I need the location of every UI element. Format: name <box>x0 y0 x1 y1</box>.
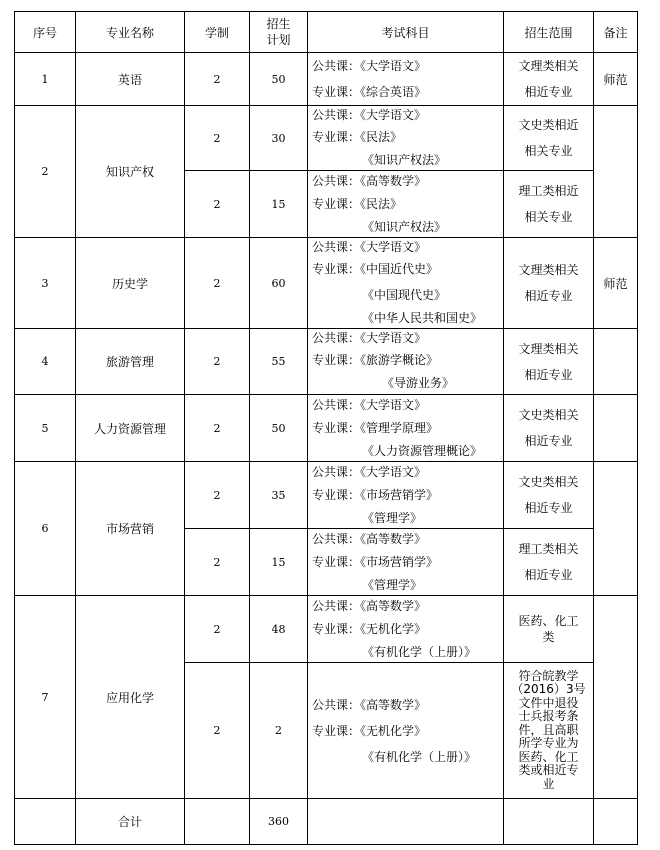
scope-line: 相近专业 <box>524 501 573 515</box>
years-cell: 2 <box>185 462 250 529</box>
seq-cell: 5 <box>15 395 76 462</box>
public-course: 《大学语文》 <box>360 398 427 412</box>
public-course: 《大学语文》 <box>360 465 427 479</box>
public-label: 公共课： <box>312 599 361 613</box>
major-cell: 应用化学 <box>76 596 185 799</box>
subjects-cell <box>308 529 504 596</box>
years-cell: 2 <box>185 596 250 663</box>
table-row <box>15 106 638 171</box>
scope-line: 类或相近专 <box>518 763 579 778</box>
seq-cell: 4 <box>15 329 76 395</box>
public-label: 公共课： <box>312 398 361 412</box>
major-label: 专业课： <box>312 555 361 569</box>
scope-cell <box>504 529 594 596</box>
header-remark: 备注 <box>594 12 638 53</box>
major-course: 《市场营销学》 <box>360 488 439 502</box>
years-cell: 2 <box>185 171 250 238</box>
major-label: 专业课： <box>312 353 361 367</box>
remark-cell: 师范 <box>594 238 638 329</box>
public-label: 公共课： <box>312 240 361 254</box>
seq-cell: 2 <box>15 106 76 238</box>
major-course: 《旅游学概论》 <box>360 353 439 367</box>
subjects-cell <box>308 395 504 462</box>
scope-line: 相关专业 <box>524 210 573 224</box>
public-course: 《高等数学》 <box>360 174 427 188</box>
public-label: 公共课： <box>312 174 361 188</box>
scope-line: 医药、化工 <box>518 614 579 628</box>
major-course: 《有机化学（上册）》 <box>362 749 477 764</box>
years-cell: 2 <box>185 329 250 395</box>
remark-cell <box>594 106 638 238</box>
plan-cell: 48 <box>250 596 308 663</box>
public-course: 《大学语文》 <box>360 331 427 345</box>
table-row <box>15 462 638 529</box>
major-course: 《民法》 <box>360 197 403 211</box>
total-plan: 360 <box>250 799 308 845</box>
scope-cell <box>504 238 594 329</box>
public-course: 《大学语文》 <box>360 59 427 73</box>
major-label: 专业课： <box>312 130 361 144</box>
major-label: 专业课： <box>312 723 361 738</box>
header-plan-line2: 计划 <box>266 33 291 47</box>
public-label: 公共课： <box>312 331 361 345</box>
scope-cell <box>504 663 594 799</box>
major-cell: 旅游管理 <box>76 329 185 395</box>
header-plan <box>250 12 308 53</box>
scope-line: 相近专业 <box>524 367 573 382</box>
scope-line: 所学专业为 <box>518 736 579 751</box>
major-course: 《民法》 <box>360 130 403 144</box>
seq-cell: 1 <box>15 53 76 106</box>
major-label: 专业课： <box>312 85 361 99</box>
major-label: 专业课： <box>312 197 361 211</box>
table-row <box>15 395 638 462</box>
major-course: 《管理学》 <box>362 578 423 592</box>
header-row <box>15 12 638 53</box>
subjects-cell <box>308 596 504 663</box>
scope-line: 医药、化工 <box>518 749 579 764</box>
subjects-cell <box>308 238 504 329</box>
header-years: 学制 <box>185 12 250 53</box>
scope-cell <box>504 395 594 462</box>
plan-cell: 55 <box>250 329 308 395</box>
scope-line: 符合皖教学 <box>518 668 579 683</box>
header-major: 专业名称 <box>76 12 185 53</box>
remark-cell <box>594 462 638 596</box>
header-subjects: 考试科目 <box>308 12 504 53</box>
scope-line: 相近专业 <box>524 289 573 303</box>
years-cell: 2 <box>185 106 250 171</box>
scope-line: 文件中退役 <box>518 695 579 710</box>
major-course: 《综合英语》 <box>360 85 427 99</box>
plan-cell: 35 <box>250 462 308 529</box>
years-cell: 2 <box>185 663 250 799</box>
remark-cell <box>594 395 638 462</box>
total-scope-cell <box>504 799 594 845</box>
major-course: 《人力资源管理概论》 <box>362 444 483 458</box>
scope-line: 文理类相关 <box>518 263 579 277</box>
remark-cell <box>594 329 638 395</box>
public-course: 《高等数学》 <box>360 599 427 613</box>
scope-line: 相近专业 <box>524 85 573 99</box>
public-label: 公共课： <box>312 108 361 122</box>
subjects-cell <box>308 663 504 799</box>
header-scope: 招生范围 <box>504 12 594 53</box>
scope-cell <box>504 462 594 529</box>
major-cell: 知识产权 <box>76 106 185 238</box>
major-course: 《无机化学》 <box>360 723 427 738</box>
plan-cell: 15 <box>250 529 308 596</box>
public-label: 公共课： <box>312 532 361 546</box>
major-cell: 英语 <box>76 53 185 106</box>
major-course: 《无机化学》 <box>360 622 427 636</box>
scope-line: 理工类相关 <box>518 542 579 556</box>
major-course: 《管理学》 <box>362 511 423 525</box>
scope-line: 士兵报考条 <box>518 709 579 724</box>
scope-line: 类 <box>542 630 555 644</box>
major-course: 《知识产权法》 <box>362 153 447 167</box>
table-row <box>15 238 638 329</box>
scope-line: 文史类相近 <box>518 118 579 132</box>
scope-cell <box>504 53 594 106</box>
scope-cell <box>504 171 594 238</box>
years-cell: 2 <box>185 529 250 596</box>
scope-line: 件，且高职 <box>518 722 579 737</box>
total-seq-cell <box>15 799 76 845</box>
scope-line: （2016）3号 <box>511 682 586 697</box>
remark-cell <box>594 596 638 799</box>
major-course: 《导游业务》 <box>382 376 455 390</box>
table-row <box>15 329 638 395</box>
seq-cell: 7 <box>15 596 76 799</box>
total-subjects-cell <box>308 799 504 845</box>
major-course: 《有机化学（上册）》 <box>362 645 477 659</box>
plan-cell: 30 <box>250 106 308 171</box>
plan-cell: 2 <box>250 663 308 799</box>
major-cell: 历史学 <box>76 238 185 329</box>
seq-cell: 6 <box>15 462 76 596</box>
public-label: 公共课： <box>312 697 361 712</box>
total-row <box>15 799 638 845</box>
plan-cell: 15 <box>250 171 308 238</box>
header-plan-line1: 招生 <box>266 17 291 31</box>
public-label: 公共课： <box>312 59 361 73</box>
total-label: 合计 <box>76 799 185 845</box>
scope-line: 相近专业 <box>524 568 573 582</box>
public-course: 《高等数学》 <box>360 697 427 712</box>
scope-line: 文史类相关 <box>518 475 579 489</box>
total-years-cell <box>185 799 250 845</box>
scope-cell <box>504 329 594 395</box>
seq-cell: 3 <box>15 238 76 329</box>
subjects-cell <box>308 106 504 171</box>
major-label: 专业课： <box>312 488 361 502</box>
scope-cell <box>504 106 594 171</box>
total-remark-cell <box>594 799 638 845</box>
public-label: 公共课： <box>312 465 361 479</box>
major-label: 专业课： <box>312 622 361 636</box>
public-course: 《大学语文》 <box>360 240 427 254</box>
table-row <box>15 53 638 106</box>
years-cell: 2 <box>185 238 250 329</box>
major-cell: 人力资源管理 <box>76 395 185 462</box>
subjects-cell <box>308 462 504 529</box>
public-course: 《高等数学》 <box>360 532 427 546</box>
scope-line: 文史类相关 <box>518 408 579 422</box>
years-cell: 2 <box>185 395 250 462</box>
public-course: 《大学语文》 <box>360 108 427 122</box>
enrollment-table <box>14 11 638 845</box>
plan-cell: 60 <box>250 238 308 329</box>
header-seq: 序号 <box>15 12 76 53</box>
major-cell: 市场营销 <box>76 462 185 596</box>
years-cell: 2 <box>185 53 250 106</box>
plan-cell: 50 <box>250 395 308 462</box>
subjects-cell <box>308 171 504 238</box>
major-course: 《管理学原理》 <box>360 421 439 435</box>
scope-line: 理工类相近 <box>518 184 579 198</box>
major-label: 专业课： <box>312 421 361 435</box>
subjects-cell <box>308 329 504 395</box>
major-course: 《中国现代史》 <box>362 288 447 302</box>
scope-line: 相关专业 <box>524 144 573 158</box>
table-row <box>15 596 638 663</box>
major-course: 《市场营销学》 <box>360 555 439 569</box>
scope-cell <box>504 596 594 663</box>
remark-cell: 师范 <box>594 53 638 106</box>
major-course: 《知识产权法》 <box>362 220 447 234</box>
subjects-cell <box>308 53 504 106</box>
major-course: 《中华人民共和国史》 <box>362 311 483 325</box>
scope-line: 业 <box>542 776 555 791</box>
scope-line: 文理类相关 <box>518 59 579 73</box>
scope-line: 相近专业 <box>524 434 573 448</box>
plan-cell: 50 <box>250 53 308 106</box>
major-course: 《中国近代史》 <box>360 262 439 276</box>
scope-line: 文理类相关 <box>518 341 579 356</box>
major-label: 专业课： <box>312 262 361 276</box>
